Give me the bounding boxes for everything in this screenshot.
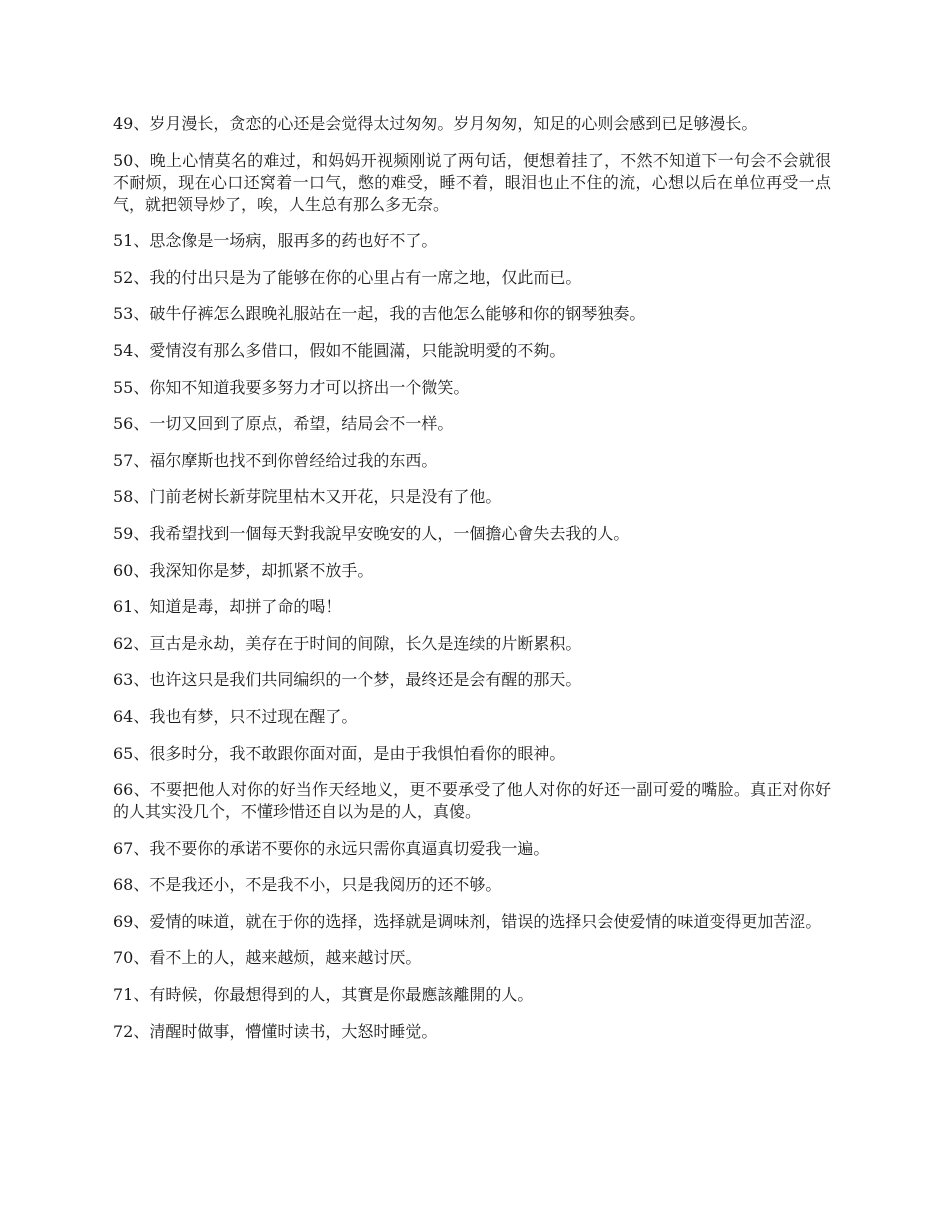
quote-entry: 70、看不上的人，越来越烦，越来越讨厌。 bbox=[113, 948, 422, 968]
quote-entry: 61、知道是毒，却拼了命的喝！ bbox=[113, 597, 342, 617]
quote-list bbox=[113, 113, 831, 1057]
quote-entry: 62、亘古是永劫，美存在于时间的间隙，长久是连续的片断累积。 bbox=[113, 633, 582, 653]
quote-entry: 50、晚上心情莫名的难过，和妈妈开视频刚说了两句话，便想着挂了，不然不知道下一句会不会就很不耐烦，现在心口还窝着一口气，憋的难受，睡不着，眼泪也止不住的流，心想以后在单位再受一点气，就把领导炒了，唉，人生总有那么多无奈。 bbox=[113, 150, 831, 214]
quote-entry: 64、我也有梦，只不过现在醒了。 bbox=[113, 706, 358, 726]
quote-entry: 53、破牛仔裤怎么跟晚礼服站在一起，我的吉他怎么能够和你的钢琴独奏。 bbox=[113, 304, 646, 324]
quote-entry: 71、有時候，你最想得到的人，其實是你最應該離開的人。 bbox=[113, 985, 534, 1005]
quote-entry: 69、爱情的味道，就在于你的选择，选择就是调味剂，错误的选择只会使爱情的味道变得更加苦涩。 bbox=[113, 911, 822, 931]
quote-entry: 58、门前老树长新芽院里枯木又开花，只是没有了他。 bbox=[113, 487, 502, 507]
quote-entry: 65、很多时分，我不敢跟你面对面，是由于我惧怕看你的眼神。 bbox=[113, 743, 566, 763]
quote-entry: 51、思念像是一场病，服再多的药也好不了。 bbox=[113, 231, 438, 251]
quote-entry: 63、也许这只是我们共同编织的一个梦，最终还是会有醒的那天。 bbox=[113, 670, 582, 690]
quote-entry: 55、你知不知道我要多努力才可以挤出一个微笑。 bbox=[113, 377, 470, 397]
quote-entry: 49、岁月漫长，贪恋的心还是会觉得太过匆匆。岁月匆匆，知足的心则会感到已足够漫长。 bbox=[113, 114, 758, 133]
quote-entry: 57、福尔摩斯也找不到你曾经给过我的东西。 bbox=[113, 450, 438, 470]
quote-entry: 54、愛情沒有那么多借口，假如不能圓滿，只能說明愛的不夠。 bbox=[113, 340, 566, 360]
quote-entry: 67、我不要你的承诺不要你的永远只需你真逼真切爱我一遍。 bbox=[113, 838, 550, 858]
quote-entry: 56、一切又回到了原点，希望，结局会不一样。 bbox=[113, 414, 454, 434]
quote-entry: 72、清醒时做事，懵懂时读书，大怒时睡觉。 bbox=[113, 1021, 438, 1041]
quote-entry: 52、我的付出只是为了能够在你的心里占有一席之地，仅此而已。 bbox=[113, 267, 582, 287]
quote-entry: 68、不是我还小，不是我不小，只是我阅历的还不够。 bbox=[113, 875, 502, 895]
quote-entry: 66、不要把他人对你的好当作天经地义，更不要承受了他人对你的好还一副可爱的嘴脸。真正对你好的人其实没几个，不懂珍惜还自以为是的人，真傻。 bbox=[113, 780, 831, 822]
quote-entry: 59、我希望找到一個每天對我說早安晚安的人，一個擔心會失去我的人。 bbox=[113, 523, 630, 543]
quote-entry: 60、我深知你是梦，却抓紧不放手。 bbox=[113, 560, 374, 580]
